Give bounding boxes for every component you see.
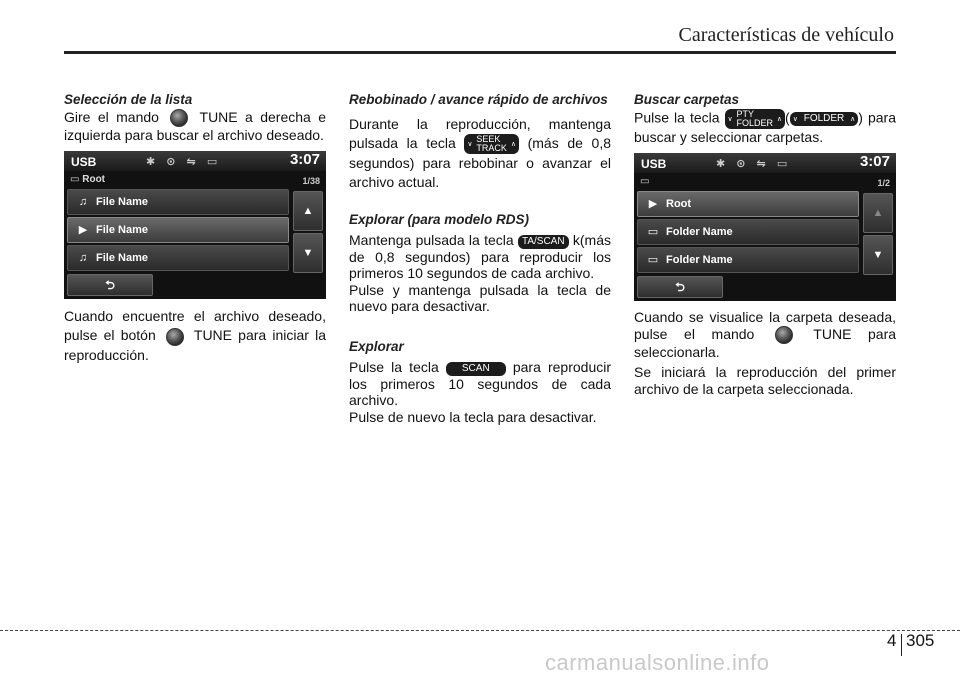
section-title-scan-rds: Explorar (para modelo RDS) <box>349 211 530 227</box>
play-circle-icon: ▶ <box>78 224 88 237</box>
text-fragment: Pulse la tecla <box>349 359 439 376</box>
file-list-item-selected[interactable] <box>67 217 289 243</box>
arrow-down-icon: ▼ <box>302 247 314 260</box>
file-list-item[interactable] <box>67 245 289 271</box>
paragraph-scan-rds <box>349 232 611 282</box>
key-label: FOLDER <box>736 117 774 128</box>
chevron-up-icon: ∧ <box>776 115 783 123</box>
chevron-down-icon: ∨ <box>727 115 733 123</box>
scroll-up-button[interactable] <box>863 193 893 233</box>
paragraph-folder-playback: Se iniciará la reproducción del primer archivo de la carpeta seleccionada. <box>634 364 896 397</box>
file-list-item[interactable] <box>67 189 289 215</box>
paragraph-rewind-forward <box>349 115 611 192</box>
header-rule <box>64 51 896 54</box>
folder-name-label: Folder Name <box>666 254 733 266</box>
section-title-list-selection: Selección de la lista <box>64 92 193 107</box>
ta-scan-key: TA/SCAN <box>518 235 569 249</box>
tune-knob-icon <box>166 328 184 346</box>
page-number: 305 <box>906 631 935 650</box>
folder-icon: ▭ <box>647 254 659 266</box>
key-label: FOLDER <box>803 112 845 124</box>
chapter-number: 4 <box>887 631 897 650</box>
folder-list-item[interactable] <box>637 219 859 245</box>
scroll-down-button[interactable] <box>863 235 893 275</box>
text-fragment: Pulse la tecla <box>634 109 720 126</box>
text-fragment: Mantenga pulsada la tecla <box>349 232 514 249</box>
text-fragment: ) <box>858 109 863 126</box>
pty-folder-key <box>725 109 786 129</box>
text-fragment: k(más de 0,8 segundos) para reproducir los primeros 10 segundos de cada archivo. <box>349 232 611 282</box>
scan-key: SCAN <box>446 362 506 376</box>
footer-dashed-rule <box>0 630 960 631</box>
music-note-icon: ♫ <box>78 252 88 265</box>
folder-list-item-selected[interactable] <box>637 191 859 217</box>
chevron-up-icon: ∧ <box>850 115 856 123</box>
play-circle-icon: ▶ <box>648 198 658 210</box>
back-button[interactable] <box>637 276 723 298</box>
text-fragment: para buscar y seleccionar carpetas. <box>634 109 896 145</box>
column-3 <box>634 92 896 397</box>
folder-icon: ▭ <box>647 226 659 238</box>
text-fragment: Gire el mando <box>64 108 159 125</box>
paragraph-scan-off: Pulse de nuevo la tecla para desactivar. <box>349 408 597 425</box>
file-name-label: File Name <box>96 196 148 209</box>
paragraph-folder-search <box>634 109 896 146</box>
section-title-folder-search: Buscar carpetas <box>634 92 740 107</box>
screen-clock: 3:07 <box>859 153 890 170</box>
screen-item-count: 1/2 <box>877 178 890 188</box>
file-name-label: File Name <box>96 252 148 265</box>
folder-list-item[interactable] <box>637 247 859 273</box>
page-header-title: Características de vehículo <box>678 24 894 46</box>
scroll-up-button[interactable] <box>293 191 323 231</box>
screen-status-bar <box>64 151 326 171</box>
tune-knob-icon <box>170 109 188 127</box>
text-fragment: TUNE para seleccionarla. <box>634 325 897 360</box>
screen-clock: 3:07 <box>289 151 320 169</box>
screen-item-count: 1/38 <box>302 176 320 187</box>
folder-name-label: Folder Name <box>666 226 733 238</box>
seek-track-key <box>464 134 519 154</box>
chevron-up-icon: ∧ <box>510 140 516 148</box>
screen-path: ▭ Root <box>70 174 106 186</box>
column-1 <box>64 92 326 365</box>
paragraph-select-folder <box>634 309 896 360</box>
paragraph-list-selection <box>64 109 326 144</box>
arrow-down-icon: ▼ <box>872 249 884 261</box>
bluetooth-usb-status-icon: ✱ ⊙ ⇋ ▭ <box>716 158 792 170</box>
text-fragment: para reproducir los primeros 10 segundos de cada archivo. <box>349 359 612 409</box>
section-title-rewind-forward: Rebobinado / avance rápido de archivos <box>349 92 608 107</box>
usb-folder-list-screen <box>634 153 896 301</box>
text-fragment: Cuando encuentre el archivo deseado, pulse el botón <box>64 308 326 344</box>
page-number-divider <box>901 634 902 656</box>
screen-path-label: Root <box>82 174 106 186</box>
usb-file-list-screen <box>64 151 326 299</box>
section-title-scan: Explorar <box>349 338 404 354</box>
chevron-down-icon: ∨ <box>792 115 798 123</box>
text-fragment: Durante la reproducción, mantenga pulsada la tecla <box>349 115 611 151</box>
tune-knob-icon <box>775 326 793 344</box>
chevron-down-icon: ∨ <box>467 140 473 148</box>
file-name-label: File Name <box>96 224 148 237</box>
screen-status-bar <box>634 153 896 173</box>
bluetooth-usb-status-icon: ✱ ⊙ ⇋ ▭ <box>146 156 222 169</box>
text-fragment: TUNE a derecha e izquierda para buscar el archivo deseado. <box>64 108 326 143</box>
text-fragment: ( <box>785 109 790 126</box>
scroll-down-button[interactable] <box>293 233 323 273</box>
screen-source-label: USB <box>641 157 667 171</box>
key-label: TRACK <box>476 142 507 153</box>
text-fragment: TUNE para iniciar la reproducción. <box>64 327 327 363</box>
back-arrow-icon: ⮌ <box>105 278 115 293</box>
paragraph-start-playback <box>64 307 326 364</box>
paragraph-scan-rds-off: Pulse y mantenga pulsada la tecla de nuevo para desactivar. <box>349 281 611 315</box>
watermark: carmanualsonline.info <box>545 650 770 675</box>
screen-source-label: USB <box>71 155 97 170</box>
key-label: PTY <box>736 108 755 119</box>
folder-name-label: Root <box>666 198 692 210</box>
music-note-icon: ♫ <box>78 196 88 209</box>
arrow-up-icon: ▲ <box>872 207 884 219</box>
column-2 <box>349 92 611 425</box>
back-arrow-icon: ⮌ <box>675 280 685 294</box>
text-fragment: Cuando se visualice la carpeta deseada, pulse el mando <box>634 309 896 342</box>
arrow-up-icon: ▲ <box>302 205 314 218</box>
paragraph-scan <box>349 359 611 409</box>
folder-icon: ▭ <box>640 176 650 187</box>
folder-key <box>790 112 859 126</box>
text-fragment: (más de 0,8 segundos) para rebobinar o avanzar el archivo actual. <box>349 134 611 190</box>
back-button[interactable] <box>67 274 153 296</box>
key-label: SEEK <box>476 133 501 144</box>
